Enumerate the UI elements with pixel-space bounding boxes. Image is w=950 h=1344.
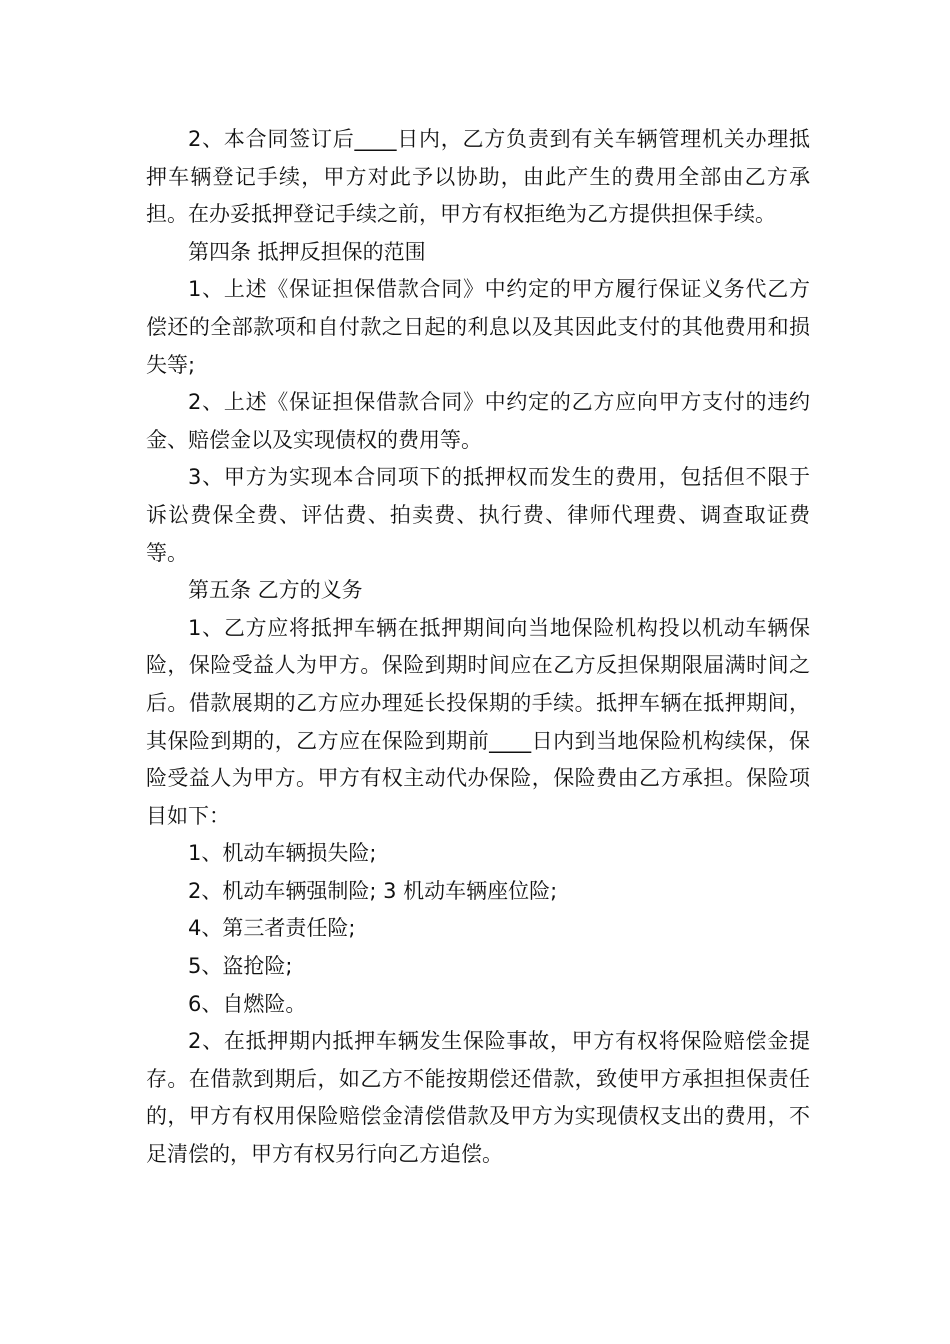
list-item-insurance-1: 1、机动车辆损失险; [188,841,377,866]
list-item-insurance-2-3: 2、机动车辆强制险; 3 机动车辆座位险; [188,878,558,903]
paragraph-scope-item-3: 3、甲方为实现本合同项下的抵押权而发生的费用，包括但不限于诉讼费保全费、评估费、拍卖费、执行费、律师代理费、调查取证费等。 [146,465,810,565]
section-heading-article-4: 第四条 抵押反担保的范围 [188,239,426,264]
paragraph-obligation-item-2: 2、在抵押期内抵押车辆发生保险事故，甲方有权将保险赔偿金提存。在借款到期后，如乙方不能按期偿还借款，致使甲方承担担保责任的，甲方有权用保险赔偿金清偿借款及甲方为实现债权支出的费用，不足清偿的，甲方有权另行向乙方追偿。 [146,1029,810,1167]
list-item-insurance-4: 4、第三者责任险; [188,916,356,941]
document-body [146,121,810,1174]
paragraph-clause-3-item-2: 2、本合同签订后____日内，乙方负责到有关车辆管理机关办理抵押车辆登记手续，甲方对此予以协助，由此产生的费用全部由乙方承担。在办妥抵押登记手续之前，甲方有权拒绝为乙方提供担保手续。 [146,127,810,227]
paragraph-scope-item-2: 2、上述《保证担保借款合同》中约定的乙方应向甲方支付的违约金、赔偿金以及实现债权的费用等。 [146,390,810,452]
list-item-insurance-6: 6、自燃险。 [188,991,307,1016]
section-heading-article-5: 第五条 乙方的义务 [188,578,363,603]
paragraph-obligation-item-1: 1、乙方应将抵押车辆在抵押期间向当地保险机构投以机动车辆保险，保险受益人为甲方。保险到期时间应在乙方反担保期限届满时间之后。借款展期的乙方应办理延长投保期的手续。抵押车辆在抵押期间，其保险到期的，乙方应在保险到期前____日内到当地保险机构续保，保险受益人为甲方。甲方有权主动代办保险，保险费由乙方承担。保险项目如下： [146,615,810,828]
list-item-insurance-5: 5、盗抢险; [188,954,293,979]
paragraph-scope-item-1: 1、上述《保证担保借款合同》中约定的甲方履行保证义务代乙方偿还的全部款项和自付款之日起的利息以及其因此支付的其他费用和损失等; [146,277,810,377]
